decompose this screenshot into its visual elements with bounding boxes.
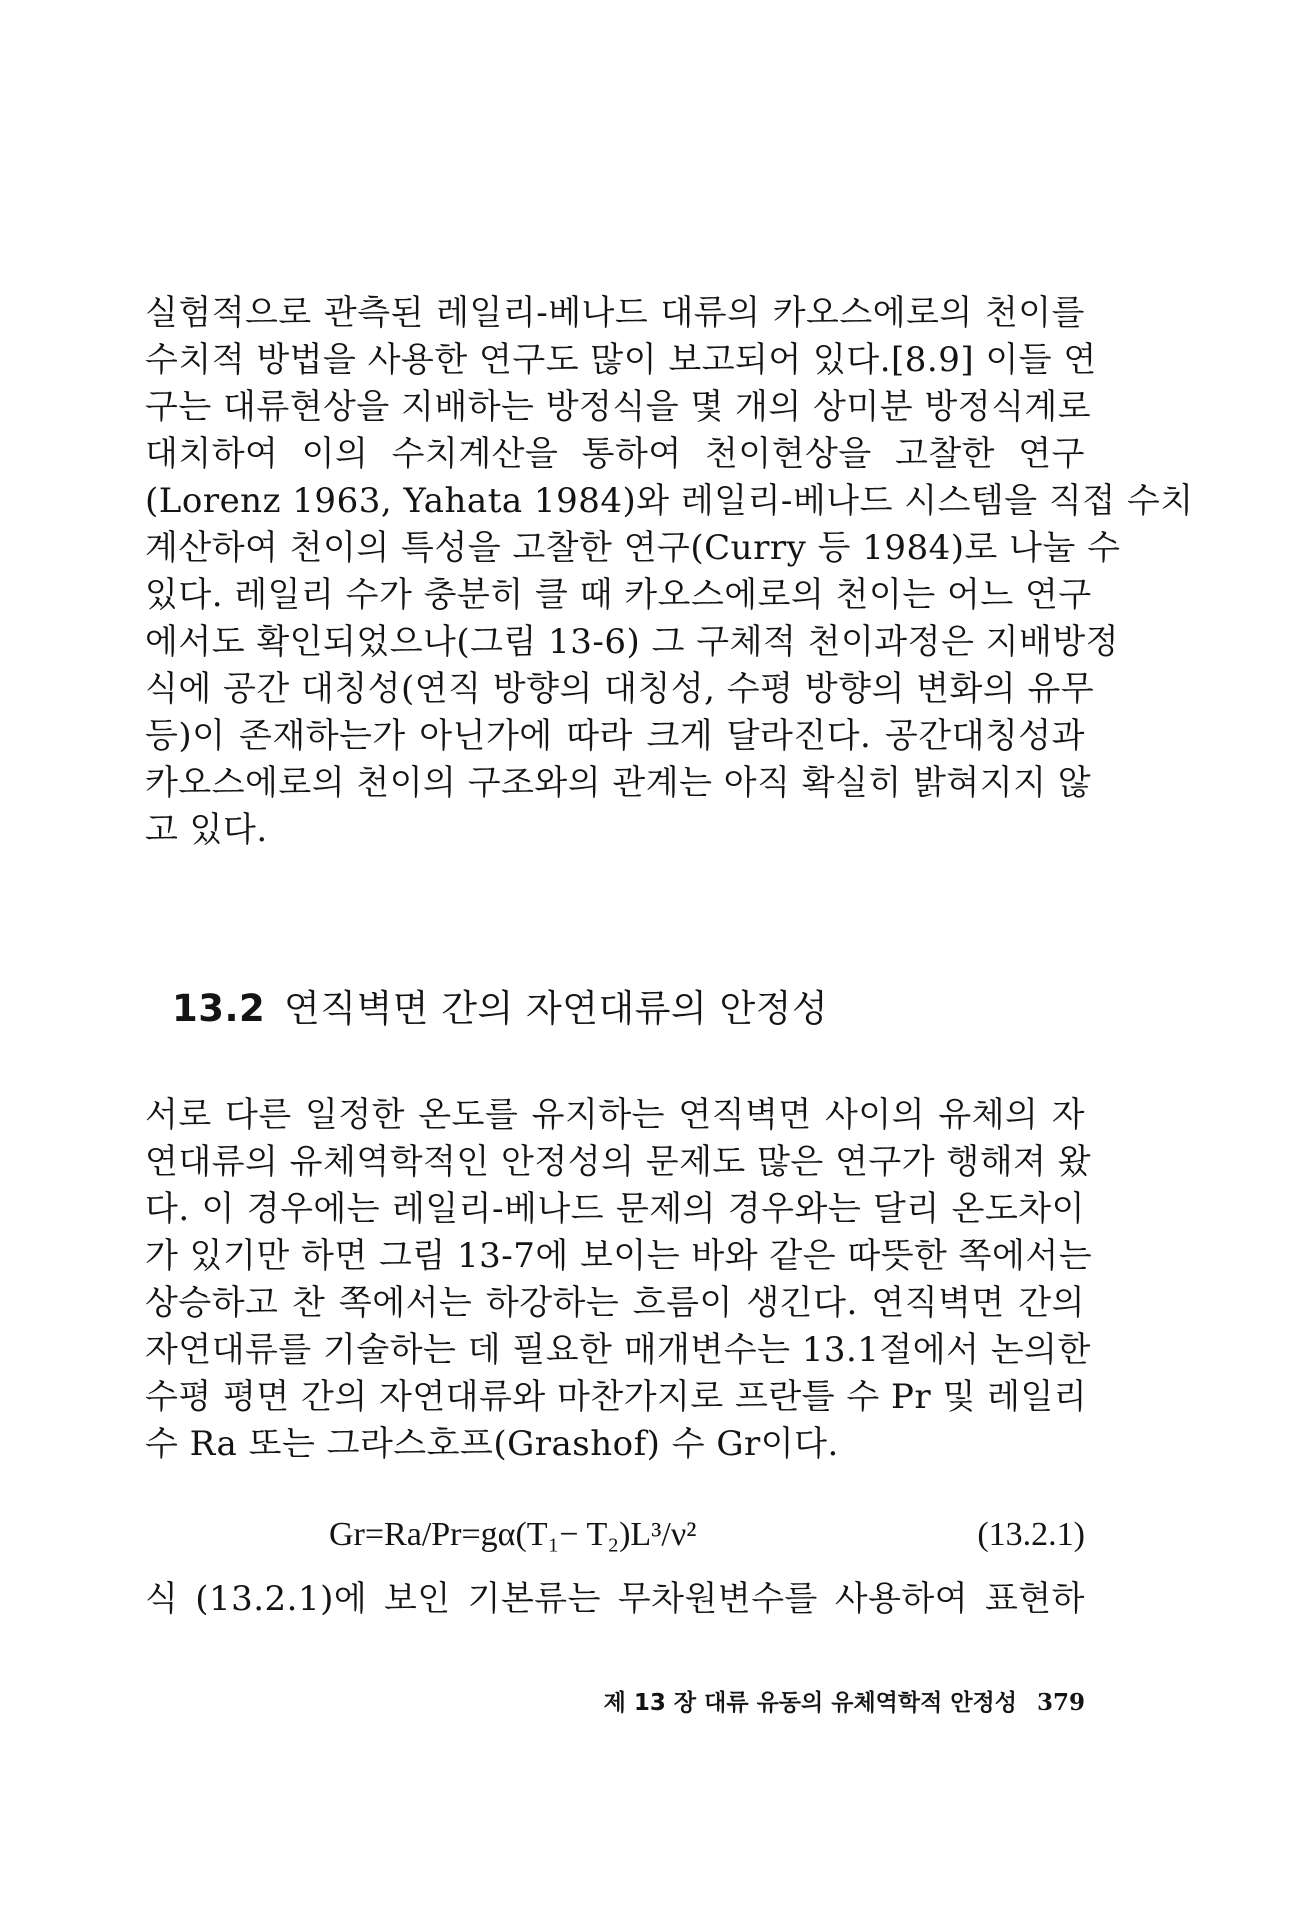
text-line: 서로 다른 일정한 온도를 유지하는 연직벽면 사이의 유체의 자	[145, 1095, 1085, 1135]
text-line: 에서도 확인되었으나(그림 13-6) 그 구체적 천이과정은 지배방정	[145, 622, 1120, 662]
text-line: 있다. 레일리 수가 충분히 클 때 카오스에로의 천이는 어느 연구	[145, 575, 1092, 615]
text-line: 계산하여 천이의 특성을 고찰한 연구(Curry 등 1984)로 나눌 수	[145, 528, 1121, 568]
text-line: 식 (13.2.1)에 보인 기본류는 무차원변수를 사용하여 표현하	[145, 1579, 1085, 1619]
paragraph-vertical-wall-convection	[145, 1092, 1093, 1468]
section-heading	[172, 984, 828, 1034]
text-line: 수평 평면 간의 자연대류와 마찬가지로 프란틀 수 Pr 및 레일리	[145, 1377, 1088, 1417]
page-number: 379	[1036, 1689, 1085, 1716]
text-line: 수 Ra 또는 그라스호프(Grashof) 수 Gr이다.	[145, 1424, 839, 1464]
text-line: 연대류의 유체역학적인 안정성의 문제도 많은 연구가 행해져 왔	[145, 1142, 1092, 1182]
text-line: 식에 공간 대칭성(연직 방향의 대칭성, 수평 방향의 변화의 유무	[145, 669, 1095, 709]
equation-grashof	[145, 1510, 1085, 1560]
paragraph-basic-flow	[145, 1576, 1085, 1623]
page-footer	[604, 1686, 1085, 1720]
section-number: 13.2	[172, 987, 266, 1030]
text-line: 등)이 존재하는가 아닌가에 따라 크게 달라진다. 공간대칭성과	[145, 716, 1085, 756]
text-line: (Lorenz 1963, Yahata 1984)와 레일리-베나드 시스템을 직접 수치	[145, 481, 1194, 521]
text-line: 자연대류를 기술하는 데 필요한 매개변수는 13.1절에서 논의한	[145, 1330, 1091, 1370]
text-line: 상승하고 찬 쪽에서는 하강하는 흐름이 생긴다. 연직벽면 간의	[145, 1283, 1085, 1323]
text-line: 가 있기만 하면 그림 13-7에 보이는 바와 같은 따뜻한 쪽에서는	[145, 1236, 1093, 1276]
text-line: 구는 대류현상을 지배하는 방정식을 몇 개의 상미분 방정식계로	[145, 387, 1092, 427]
text-line: 실험적으로 관측된 레일리-베나드 대류의 카오스에로의 천이를	[145, 293, 1085, 333]
section-title: 연직벽면 간의 자연대류의 안정성	[284, 987, 829, 1030]
text-line: 수치적 방법을 사용한 연구도 많이 보고되어 있다.[8.9] 이들 연	[145, 340, 1097, 380]
text-line: 대치하여 이의 수치계산을 통하여 천이현상을 고찰한 연구	[145, 434, 1085, 474]
equation-number: (13.2.1)	[977, 1516, 1085, 1553]
equation-formula: Gr=Ra/Pr=gα(T₁− T₂)L³/ν²	[329, 1516, 697, 1553]
running-head: 제 13 장 대류 유동의 유체역학적 안정성	[603, 1690, 1017, 1716]
text-line: 다. 이 경우에는 레일리-베나드 문제의 경우와는 달리 온도차이	[145, 1189, 1085, 1229]
paragraph-chaos-transition	[145, 290, 1194, 854]
text-line: 고 있다.	[145, 810, 268, 850]
text-line: 카오스에로의 천이의 구조와의 관계는 아직 확실히 밝혀지지 않	[145, 763, 1092, 803]
